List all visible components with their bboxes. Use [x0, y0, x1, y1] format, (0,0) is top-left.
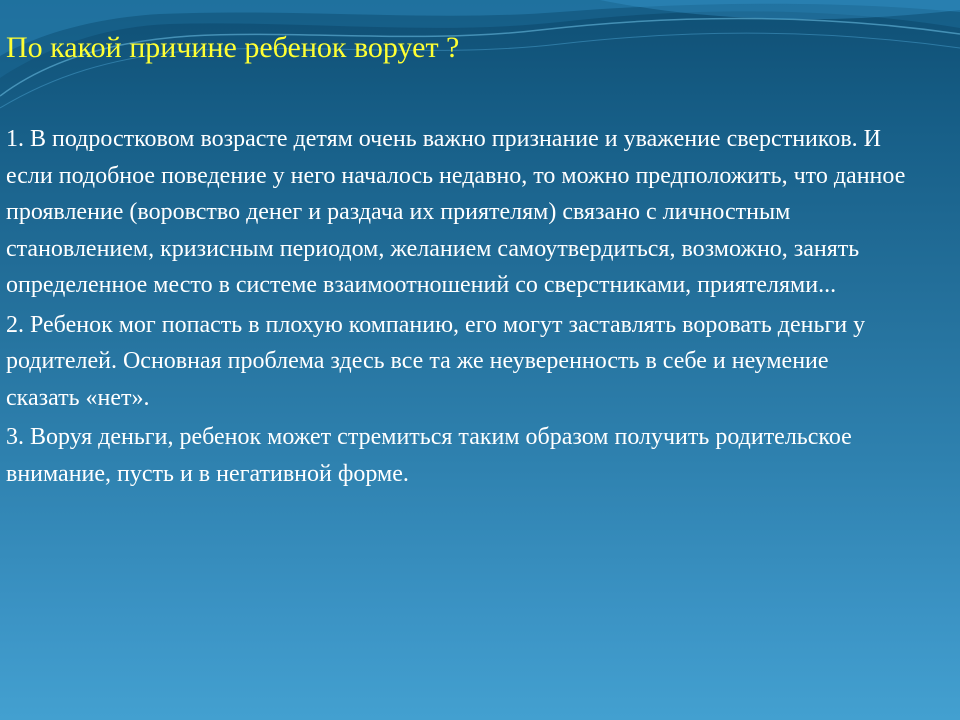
slide-title: По какой причине ребенок ворует ?: [6, 31, 460, 64]
paragraph-3: 3. Воруя деньги, ребенок может стремиться таким образом получить родительское внимание, пусть и в негативной форме.: [6, 424, 852, 487]
paragraph-2: 2. Ребенок мог попасть в плохую компанию, его могут заставлять воровать деньги у родителей. Основная проблема здесь все та же неуверенность в себе и неумение сказать «нет».: [6, 311, 866, 411]
paragraph-1: 1. В подростковом возрасте детям очень важно признание и уважение сверстников. И если подобное поведение у него началось недавно, то можно предположить, что данное проявление (воровство денег и раздача их приятелям) связано с личностным становлением, кризисным периодом, желанием самоутвердиться, возможно, занять определенное место в системе взаимоотношений со сверстниками, приятелями...: [6, 126, 906, 298]
slide-body: [6, 121, 906, 495]
